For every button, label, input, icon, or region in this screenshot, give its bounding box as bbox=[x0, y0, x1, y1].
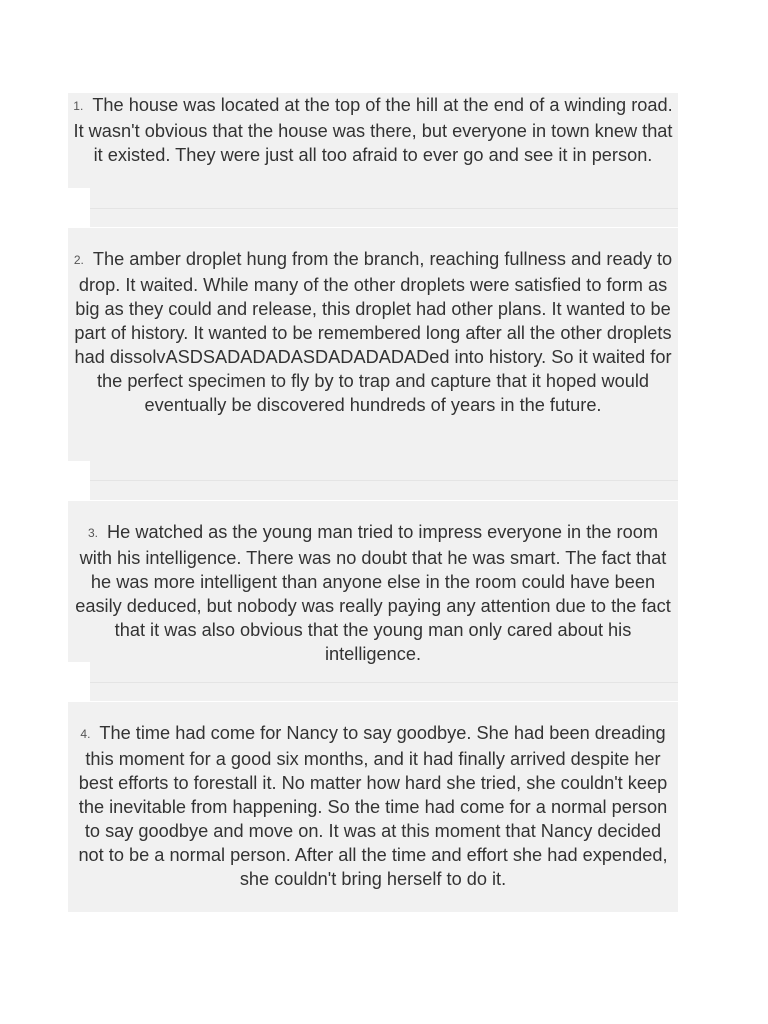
item-number: 1. bbox=[73, 99, 84, 113]
item-number: 3. bbox=[88, 526, 99, 540]
item-text: The time had come for Nancy to say goodbye. She had been dreading this moment for a good six months, and it had finally arrived despite her best efforts to forestall it. No matter how hard she tried, she couldn't keep the inevitable from happening. So the time had come for a normal person to say goodbye and move on. It was at this moment that Nancy decided not to be a normal person. After all the time and effort she had expended, she couldn't bring herself to do it. bbox=[78, 723, 668, 889]
item-text: The house was located at the top of the hill at the end of a winding road. It wasn't obvious that the house was there, but everyone in town knew that it existed. They were just all too afraid to ever go and see it in person. bbox=[73, 95, 673, 165]
item-text: The amber droplet hung from the branch, reaching fullness and ready to drop. It waited. While many of the other droplets were satisfied to form as big as they could and release, this droplet had other plans. It wanted to be part of history. It wanted to be remembered long after all the other droplets had dissolvASDSADADADASDADADADADed into history. So it waited for the perfect specimen to fly by to trap and capture that it hoped would eventually be discovered hundreds of years in the future. bbox=[74, 249, 673, 415]
list-item bbox=[68, 520, 678, 666]
list-item bbox=[68, 247, 678, 417]
item-text: He watched as the young man tried to impress everyone in the room with his intelligence. There was no doubt that he was smart. The fact that he was more intelligent than anyone else in the room could have been easily deduced, but nobody was really paying any attention due to the fact that it was also obvious that the young man only cared about his intelligence. bbox=[75, 522, 671, 664]
list-item bbox=[68, 721, 678, 891]
list-item bbox=[68, 93, 678, 167]
item-notch-3 bbox=[68, 662, 90, 701]
item-separator-2 bbox=[90, 480, 678, 481]
item-number: 4. bbox=[80, 727, 91, 741]
item-notch-2 bbox=[68, 461, 90, 500]
item-notch-1 bbox=[68, 188, 90, 227]
item-separator-1 bbox=[90, 208, 678, 209]
item-separator-3 bbox=[90, 682, 678, 683]
item-number: 2. bbox=[73, 253, 84, 267]
